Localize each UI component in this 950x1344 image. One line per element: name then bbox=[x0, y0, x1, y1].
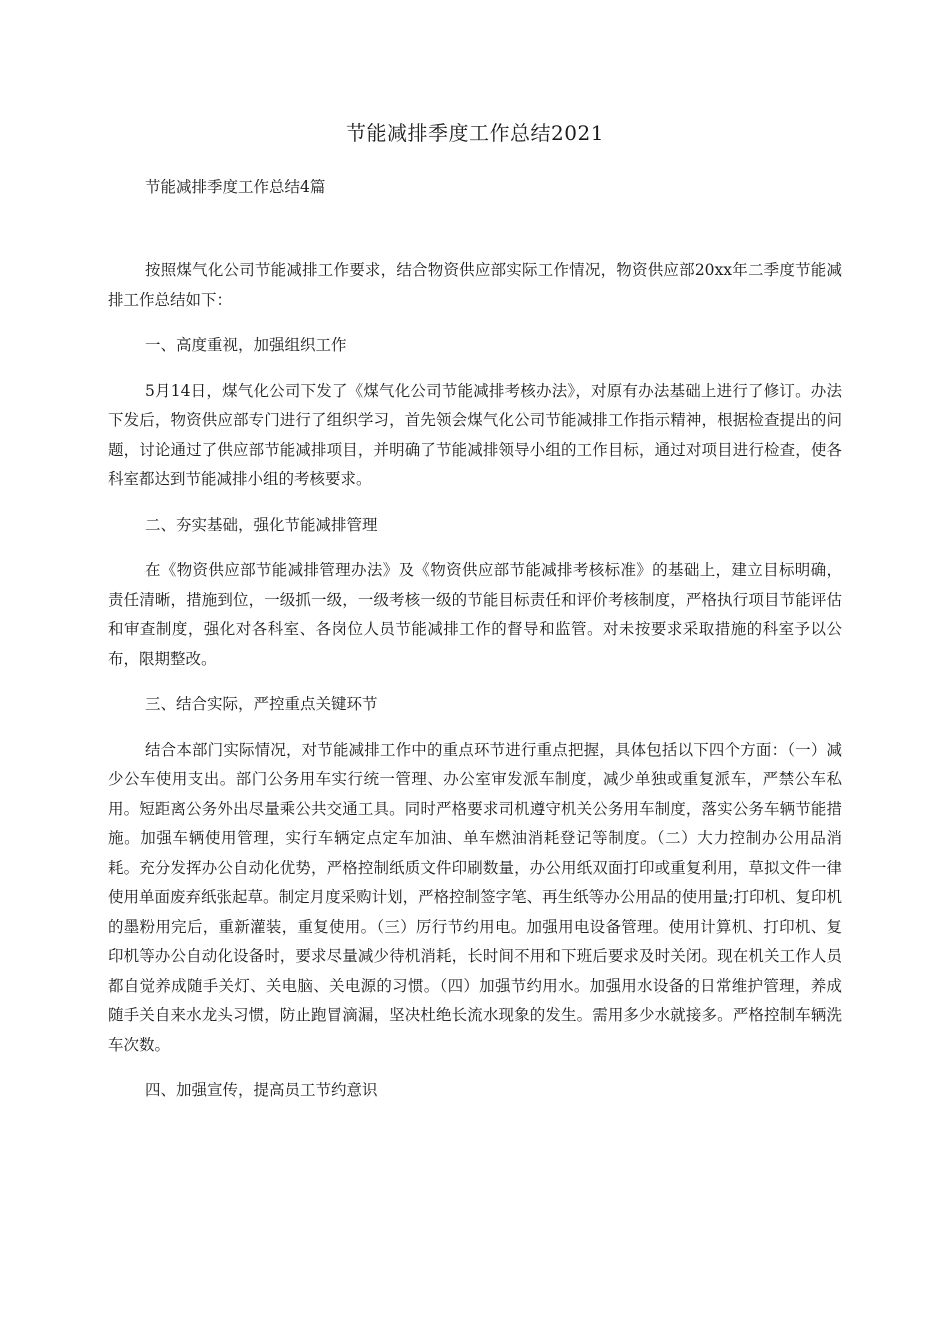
section-heading-3: 三、结合实际，严控重点关键环节 bbox=[145, 695, 378, 713]
section-heading-1: 一、高度重视，加强组织工作 bbox=[145, 336, 347, 354]
document-title: 节能减排季度工作总结2021 bbox=[346, 121, 604, 145]
section-2-paragraph: 在《物资供应部节能减排管理办法》及《物资供应部节能减排考核标准》的基础上，建立目标明确，责任清晰，措施到位，一级抓一级，一级考核一级的节能目标责任和评价考核制度，严格执行项目节能评估和审查制度，强化对各科室、各岗位人员节能减排工作的督导和监管。对未按要求采取措施的科室予以公布，限期整改。 bbox=[108, 561, 842, 668]
section-heading-4: 四、加强宣传，提高员工节约意识 bbox=[145, 1081, 378, 1099]
document-body bbox=[108, 256, 842, 1122]
section-3-paragraph: 结合本部门实际情况，对节能减排工作中的重点环节进行重点把握，具体包括以下四个方面：（一）减少公车使用支出。部门公务用车实行统一管理、办公室审发派车制度，减少单独或重复派车，严禁公车私用。短距离公务外出尽量乘公共交通工具。同时严格要求司机遵守机关公务用车制度，落实公务车辆节能措施。加强车辆使用管理，实行车辆定点定车加油、单车燃油消耗登记等制度。（二）大力控制办公用品消耗。充分发挥办公自动化优势，严格控制纸质文件印刷数量，办公用纸双面打印或重复利用，草拟文件一律使用单面废弃纸张起草。制定月度采购计划，严格控制签字笔、再生纸等办公用品的使用量;打印机、复印机的墨粉用完后，重新灌装，重复使用。（三）厉行节约用电。加强用电设备管理。使用计算机、打印机、复印机等办公自动化设备时，要求尽量减少待机消耗，长时间不用和下班后要求及时关闭。现在机关工作人员都自觉养成随手关灯、关电脑、关电源的习惯。（四）加强节约用水。加强用水设备的日常维护管理，养成随手关自来水龙头习惯，防止跑冒滴漏，坚决杜绝长流水现象的发生。需用多少水就接多。严格控制车辆洗车次数。 bbox=[108, 740, 842, 1054]
section-1-paragraph: 5月14日，煤气化公司下发了《煤气化公司节能减排考核办法》，对原有办法基础上进行了修订。办法下发后，物资供应部专门进行了组织学习，首先领会煤气化公司节能减排工作指示精神，根据检查提出的问题，讨论通过了供应部节能减排项目，并明确了节能减排领导小组的工作目标，通过对项目进行检查，使各科室都达到节能减排小组的考核要求。 bbox=[108, 381, 842, 488]
intro-paragraph: 按照煤气化公司节能减排工作要求，结合物资供应部实际工作情况，物资供应部20xx年二季度节能减排工作总结如下： bbox=[108, 261, 842, 309]
document-subtitle: 节能减排季度工作总结4篇 bbox=[145, 178, 326, 196]
section-heading-2: 二、夯实基础，强化节能减排管理 bbox=[145, 515, 378, 534]
